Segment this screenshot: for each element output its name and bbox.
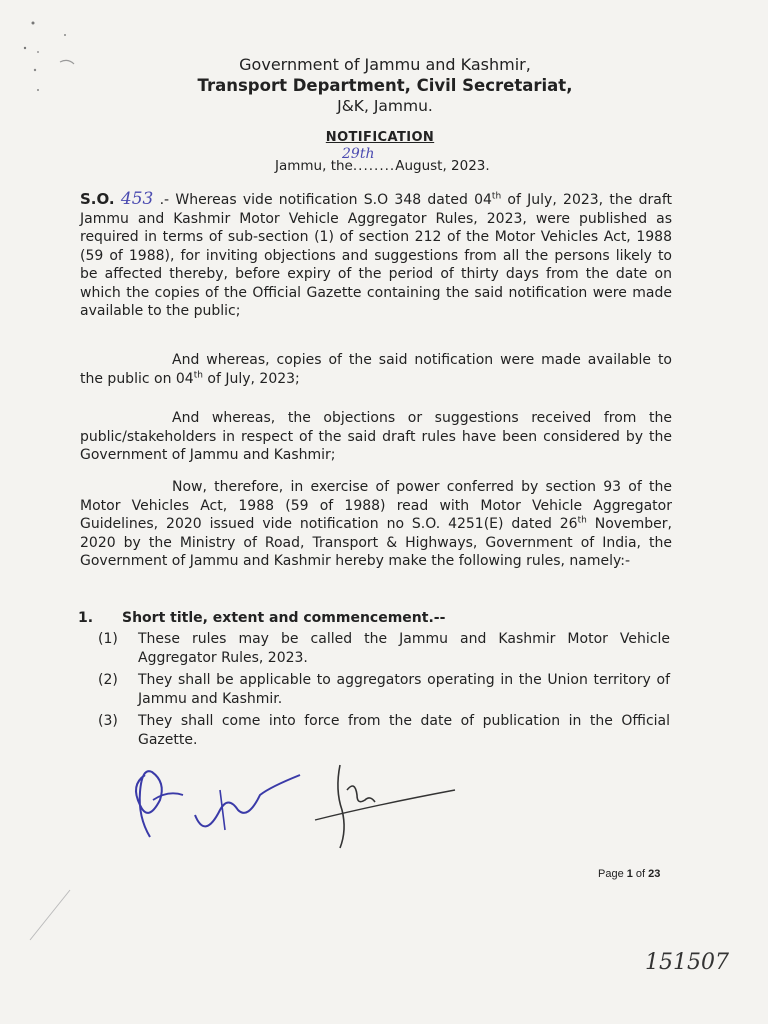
notification-title: NOTIFICATION	[325, 130, 435, 145]
clause-2-number: (2)	[98, 672, 118, 688]
dateline-prefix: Jammu, the	[275, 158, 353, 174]
dateline	[275, 158, 490, 174]
para2-sup: th	[193, 369, 203, 380]
so-handwritten-number: 453	[120, 189, 154, 209]
clause-2	[98, 671, 670, 708]
so-sup: th	[491, 191, 502, 202]
section-1-number: 1.	[78, 610, 94, 626]
clause-3	[98, 712, 670, 749]
handwritten-date: 29th	[342, 146, 375, 162]
dateline-suffix: August, 2023.	[395, 158, 490, 174]
clause-3-text: They shall come into force from the date of publication in the Official Gazette.	[138, 713, 670, 748]
para4-sup: th	[577, 515, 587, 526]
letterhead	[150, 54, 620, 117]
so-text-b: of July, 2023, the draft Jammu and Kashmir Motor Vehicle Aggregator Rules, 2023, were published as required in terms of sub-section (1) of section 212 of the Motor Vehicles Act, 1988 (59 of 1988), for inviting objections and suggestions from all the persons likely to be affected thereby, before expiry of the period of thirty days from the date on which the copies of the Official Gazette containing the said notification were made available to the public;	[80, 192, 673, 319]
clause-2-text: They shall be applicable to aggregators operating in the Union territory of Jammu and Kashmir.	[138, 672, 670, 707]
header-location: J&K, Jammu.	[337, 97, 433, 115]
paragraph-copies	[80, 351, 672, 388]
page-prefix: Page	[598, 868, 627, 880]
handwritten-file-number: 151507	[645, 950, 729, 975]
section-1-heading	[78, 610, 445, 626]
para2-text-b: of July, 2023;	[202, 370, 300, 387]
para4-text-b: November, 2020 by the Ministry of Road, Transport & Highways, Government of India, the Government of Jammu and Kashmir hereby make the following rules, namely:-	[80, 516, 673, 569]
para4-text-a: Now, therefore, in exercise of power conferred by section 93 of the Motor Vehicles Act, 1988 (59 of 1988) read with Motor Vehicle Aggregator Guidelines, 2020 issued vide notification no S.O. 4251(E) dated 26	[80, 479, 672, 532]
clause-3-number: (3)	[98, 713, 118, 729]
paragraph-now-therefore	[80, 478, 672, 571]
so-paragraph	[80, 190, 672, 321]
header-department: Transport Department, Civil Secretariat,	[197, 76, 573, 95]
so-text-a: .- Whereas vide notification S.O 348 dated 04	[153, 192, 492, 208]
page-current: 1	[626, 868, 633, 880]
page-total: 23	[648, 868, 661, 880]
header-government: Government of Jammu and Kashmir,	[239, 55, 531, 74]
paragraph-objections: And whereas, the objections or suggestions received from the public/stakeholders in respect of the said draft rules have been considered by the Government of Jammu and Kashmir;	[80, 410, 672, 463]
clause-1	[98, 630, 670, 667]
so-label: S.O.	[80, 190, 115, 208]
handwritten-signature	[125, 760, 465, 850]
clause-1-number: (1)	[98, 631, 118, 647]
page-number	[598, 868, 660, 880]
para2-text-a: And whereas, copies of the said notification were made available to the public on 04	[80, 352, 672, 387]
section-1-title: Short title, extent and commencement.--	[122, 610, 446, 626]
dateline-dots: ........	[352, 158, 396, 174]
page-mid: of	[632, 868, 649, 880]
clause-1-text: These rules may be called the Jammu and Kashmir Motor Vehicle Aggregator Rules, 2023.	[138, 631, 670, 666]
